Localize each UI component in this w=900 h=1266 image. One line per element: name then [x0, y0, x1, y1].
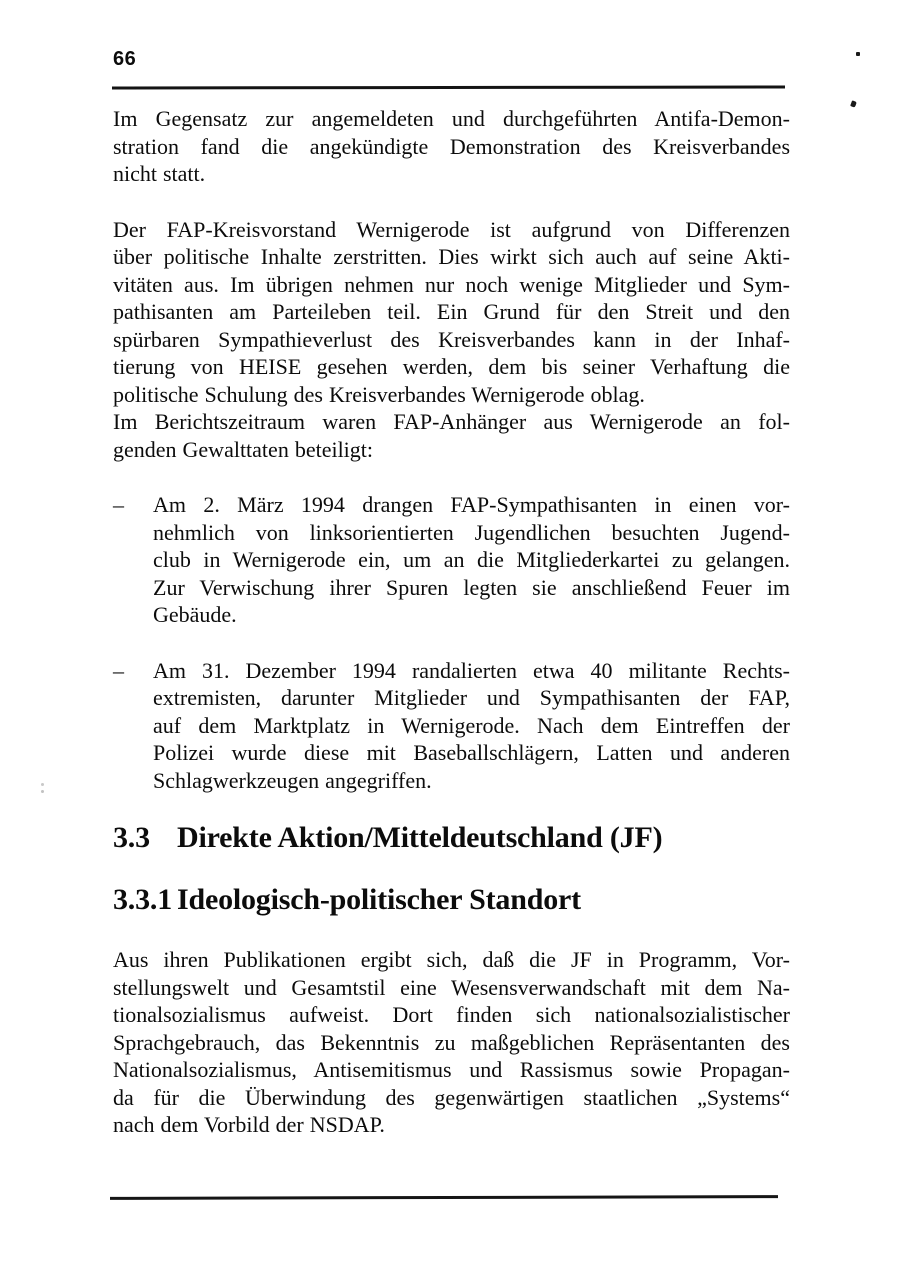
- text-line: Sprachgebrauch, das Bekenntnis zu maßgeblichen Repräsentanten des: [113, 1029, 790, 1055]
- text-line: auf dem Marktplatz in Wernigerode. Nach dem Eintreffen der: [153, 712, 790, 738]
- scan-artifact-dot: [41, 790, 44, 793]
- header-rule: [112, 86, 785, 90]
- bullet-item: [113, 491, 790, 629]
- text-line: Nationalsozialismus, Antisemitismus und Rassismus sowie Propagan-: [113, 1057, 790, 1082]
- paragraph: [113, 216, 790, 464]
- text-line: stration fand die angekündigte Demonstration des Kreisverbandes: [113, 133, 790, 159]
- text-line: extremisten, darunter Mitglieder und Sympathisanten der FAP,: [153, 685, 790, 710]
- section-heading: [113, 820, 790, 856]
- heading-text: Direkte Aktion/Mitteldeutschland (JF): [177, 821, 663, 854]
- bullet-item: [113, 657, 790, 795]
- text-line: Polizei wurde diese mit Baseballschlägern, Latten und anderen: [153, 740, 790, 765]
- footer-rule: [110, 1195, 778, 1200]
- text-line: vitäten aus. Im übrigen nehmen nur noch wenige Mitglieder und Sym-: [113, 271, 790, 297]
- text-line: tionalsozialismus aufweist. Dort finden sich nationalsozialistischer: [113, 1002, 790, 1027]
- text-line: Der FAP-Kreisvorstand Wernigerode ist aufgrund von Differenzen: [113, 216, 790, 242]
- text-line: Aus ihren Publikationen ergibt sich, daß die JF in Programm, Vor-: [113, 947, 790, 972]
- paragraph: [113, 946, 790, 1139]
- text-line: Schlagwerkzeugen angegriffen.: [153, 767, 432, 793]
- text-line: über politische Inhalte zerstritten. Dies wirkt sich auch auf seine Akti-: [113, 244, 790, 269]
- heading-text: Ideologisch-politischer Standort: [177, 883, 581, 916]
- content-blocks: [113, 105, 790, 1139]
- text-line: Zur Verwischung ihrer Spuren legten sie anschließend Feuer im: [153, 574, 790, 600]
- bullet-dash: –: [113, 492, 124, 517]
- text-line: da für die Überwindung des gegenwärtigen staatlichen „Systems“: [113, 1084, 790, 1110]
- section-heading: [113, 882, 790, 918]
- text-line: nach dem Vorbild der NSDAP.: [113, 1112, 385, 1137]
- text-line: club in Wernigerode ein, um an die Mitgliederkartei zu gelangen.: [153, 547, 790, 572]
- text-line: politische Schulung des Kreisverbandes Wernigerode oblag.: [113, 381, 645, 407]
- text-line: Gebäude.: [153, 602, 237, 627]
- text-line: genden Gewalttaten beteiligt:: [113, 436, 374, 462]
- paragraph: [113, 105, 790, 188]
- text-line: spürbaren Sympathieverlust des Kreisverbandes kann in der Inhaf-: [113, 326, 790, 352]
- text-line: stellungswelt und Gesamtstil eine Wesensverwandschaft mit dem Na-: [113, 974, 790, 1000]
- text-line: pathisanten am Parteileben teil. Ein Grund für den Streit und den: [113, 299, 790, 324]
- bullet-text: [153, 491, 790, 629]
- bullet-text: [153, 657, 790, 795]
- scan-artifact-dot: [850, 100, 857, 107]
- bullet-dash: –: [113, 657, 124, 683]
- text-line: Im Gegensatz zur angemeldeten und durchgeführten Antifa-Demon-: [113, 106, 790, 131]
- heading-number: 3.3.1: [113, 883, 173, 916]
- text-line: Am 2. März 1994 drangen FAP-Sympathisanten in einen vor-: [153, 492, 790, 517]
- scan-artifact-dot: [856, 52, 860, 56]
- text-line: nicht statt.: [113, 161, 206, 186]
- text-line: Im Berichtszeitraum waren FAP-Anhänger aus Wernigerode an fol-: [113, 409, 790, 434]
- scan-artifact-dot: [41, 783, 44, 786]
- text-line: Am 31. Dezember 1994 randalierten etwa 40 militante Rechts-: [153, 657, 790, 683]
- text-line: tierung von HEISE gesehen werden, dem bis seiner Verhaftung die: [113, 354, 790, 379]
- page-number: 66: [113, 48, 137, 70]
- heading-number: 3.3: [113, 821, 150, 854]
- text-line: nehmlich von linksorientierten Jugendlichen besuchten Jugend-: [153, 519, 790, 545]
